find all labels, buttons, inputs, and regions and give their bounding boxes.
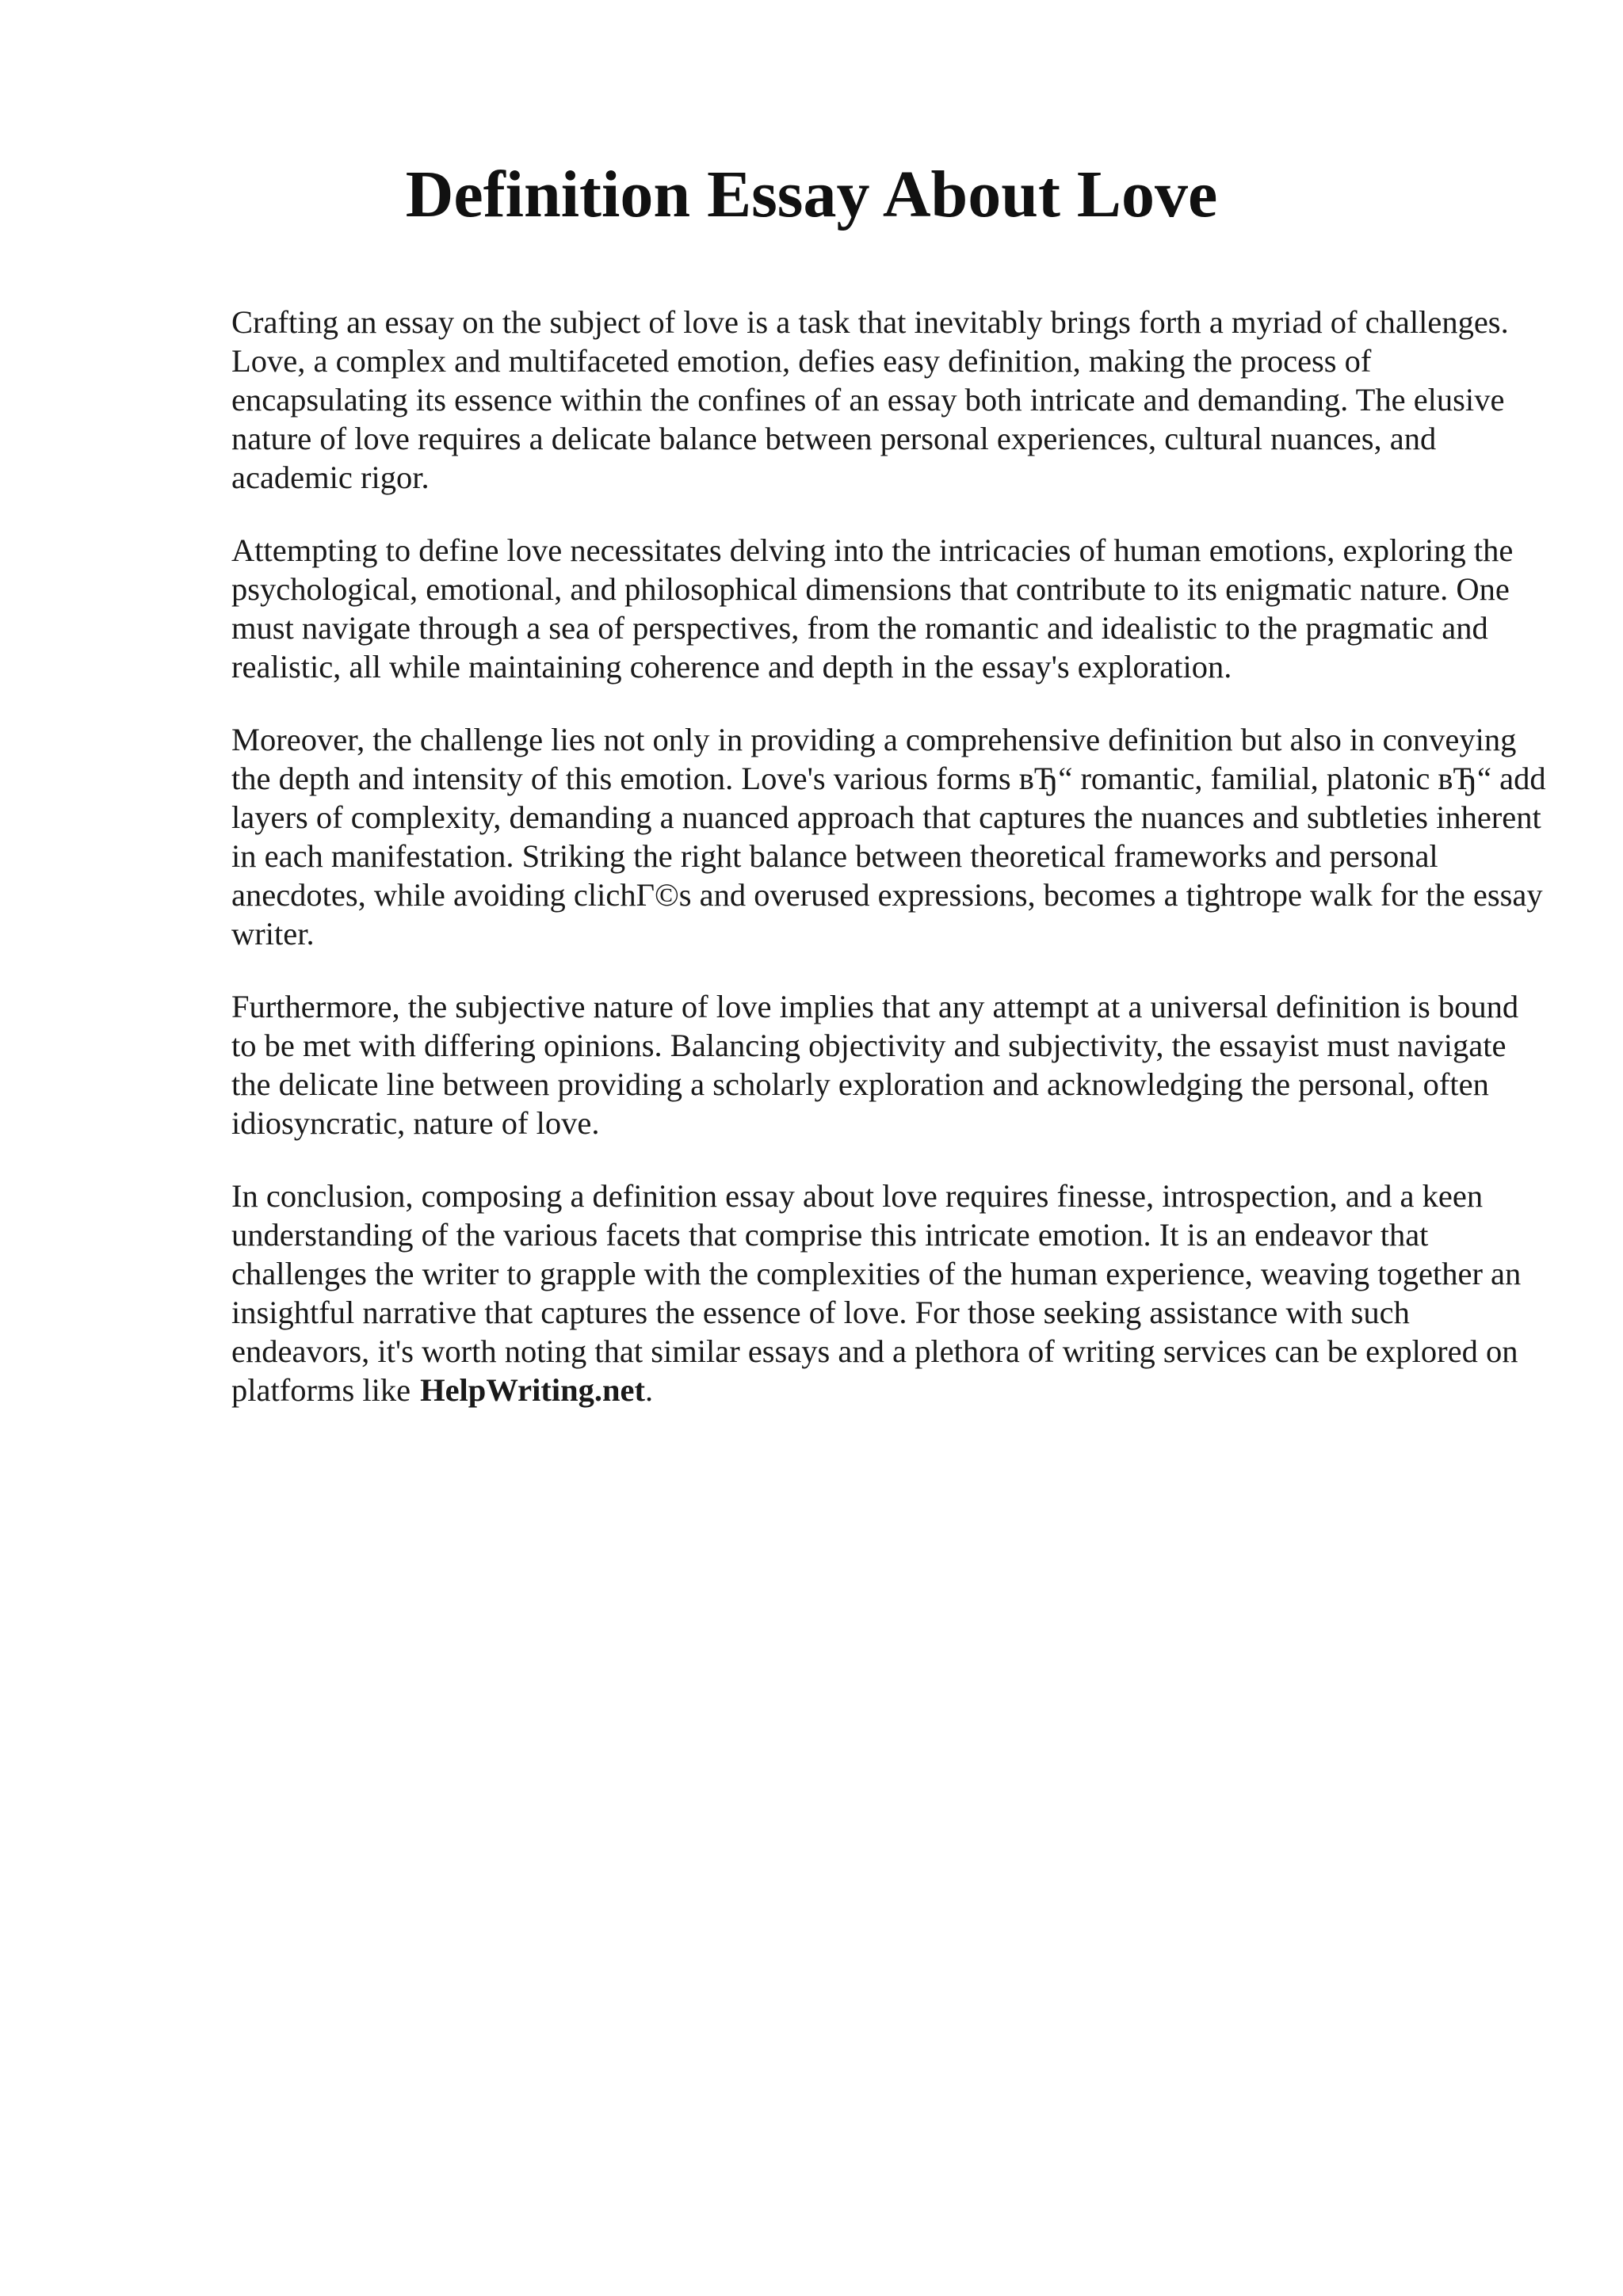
paragraph-subjectivity: Furthermore, the subjective nature of love implies that any attempt at a universal definition is bound to be met with differing opinions. Balancing objectivity and subjectivity, the essayist must navigate the delicate line between providing a scholarly exploration and acknowledging the personal, often idiosyncratic, nature of love. — [231, 989, 1519, 1141]
brand-link[interactable]: HelpWriting.net — [420, 1372, 645, 1408]
document-title: Definition Essay About Love — [405, 158, 1218, 231]
paragraph-defining-love: Attempting to define love necessitates delving into the intricacies of human emotions, exploring the psychological, emotional, and philosophical dimensions that contribute to its enigmatic nature. One must navigate through a sea of perspectives, from the romantic and idealistic to the pragmatic and realistic, all while maintaining coherence and depth in the essay's exploration. — [231, 532, 1514, 685]
conclusion-text: In conclusion, composing a definition essay about love requires finesse, introspection, and a keen understanding of the various facets that comprise this intricate emotion. It is an endeavor that challenges the writer to grapple with the complexities of the human experience, weaving together an insightful narrative that captures the essence of love. For those seeking assistance with such endeavors, it's worth noting that similar essays and a plethora of writing services can be explored on platforms like — [231, 1178, 1522, 1408]
paragraph-conclusion — [231, 1177, 1547, 1409]
conclusion-end: . — [644, 1372, 654, 1408]
paragraph-challenge: Moreover, the challenge lies not only in providing a comprehensive definition but also in conveying the depth and intensity of this emotion. Love's various forms вЂ“ romantic, familial, platonic вЂ“ add layers of complexity, demanding a nuanced approach that captures the nuances and subtleties inherent in each manifestation. Striking the right balance between theoretical frameworks and personal anecdotes, while avoiding clichГ©s and overused expressions, becomes a tightrope walk for the essay writer. — [231, 722, 1546, 952]
paragraph-intro: Crafting an essay on the subject of love is a task that inevitably brings forth a myriad of challenges. Love, a complex and multifaceted emotion, defies easy definition, making the process of encapsulating its essence within the confines of an essay both intricate and demanding. The elusive nature of love requires a delicate balance between personal experiences, cultural nuances, and academic rigor. — [231, 304, 1509, 495]
document-body — [231, 303, 1547, 1444]
